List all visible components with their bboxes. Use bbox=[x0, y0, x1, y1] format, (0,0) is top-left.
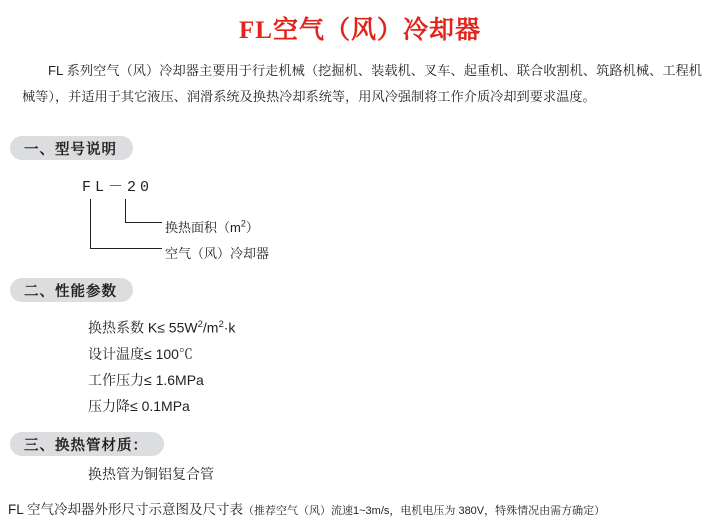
material-text: 换热管为铜铝复合管 bbox=[88, 466, 214, 482]
model-designation-diagram bbox=[0, 175, 720, 270]
parameter-heat-coefficient-sup2: 2 bbox=[218, 319, 224, 330]
parameter-heat-coefficient bbox=[88, 312, 235, 341]
model-label-heat-area-tail: ） bbox=[245, 220, 259, 235]
parameter-heat-coefficient-post: ·k bbox=[223, 319, 236, 336]
model-label-heat-area-main: 换热面积（m bbox=[165, 220, 241, 235]
parameter-pressure-drop: 压力降≤ 0.1MPa bbox=[88, 397, 190, 414]
intro-paragraph bbox=[22, 58, 702, 110]
footer-note-text: （推荐空气（风）流速1~3m/s，电机电压为 380V，特殊情况由需方确定） bbox=[243, 505, 606, 517]
section-heading-model-label: 一、型号说明 bbox=[24, 141, 117, 158]
parameter-heat-coefficient-sup1: 2 bbox=[197, 319, 203, 330]
model-label-cooler: 空气（风）冷却器 bbox=[165, 246, 270, 261]
page-title: FL空气（风）冷却器 bbox=[239, 17, 481, 44]
parameters-list bbox=[88, 312, 235, 419]
section-heading-material-label: 三、换热管材质： bbox=[24, 437, 148, 454]
parameter-design-temperature: 设计温度≤ 100℃ bbox=[88, 345, 193, 362]
section-heading-model bbox=[10, 136, 133, 160]
leader-line-vertical-2 bbox=[125, 199, 126, 223]
leader-line-horizontal-2 bbox=[125, 222, 162, 223]
footer-line bbox=[8, 498, 714, 518]
model-code-text: FL－20 bbox=[82, 179, 154, 196]
parameter-heat-coefficient-pre: 换热系数 K≤ 55W bbox=[88, 319, 198, 336]
section-heading-parameters bbox=[10, 278, 133, 302]
model-label-heat-area bbox=[165, 217, 259, 236]
footer-main-text: FL 空气冷却器外形尺寸示意图及尺寸表 bbox=[8, 502, 244, 517]
parameter-heat-coefficient-mid: /m bbox=[202, 319, 219, 336]
section-heading-parameters-label: 二、性能参数 bbox=[24, 283, 117, 300]
leader-line-horizontal-1 bbox=[90, 248, 162, 249]
leader-line-vertical-1 bbox=[90, 199, 91, 249]
intro-text: FL 系列空气（风）冷却器主要用于行走机械（挖掘机、装载机、叉车、起重机、联合收割机、筑路机械、工程机械等），并适用于其它液压、润滑系统及换热冷却系统等，用风冷强制将工作介质冷却到要求温度。 bbox=[22, 63, 702, 104]
parameter-working-pressure: 工作压力≤ 1.6MPa bbox=[88, 371, 204, 388]
section-heading-material bbox=[10, 432, 164, 456]
model-label-heat-area-sup: 2 bbox=[240, 218, 246, 229]
